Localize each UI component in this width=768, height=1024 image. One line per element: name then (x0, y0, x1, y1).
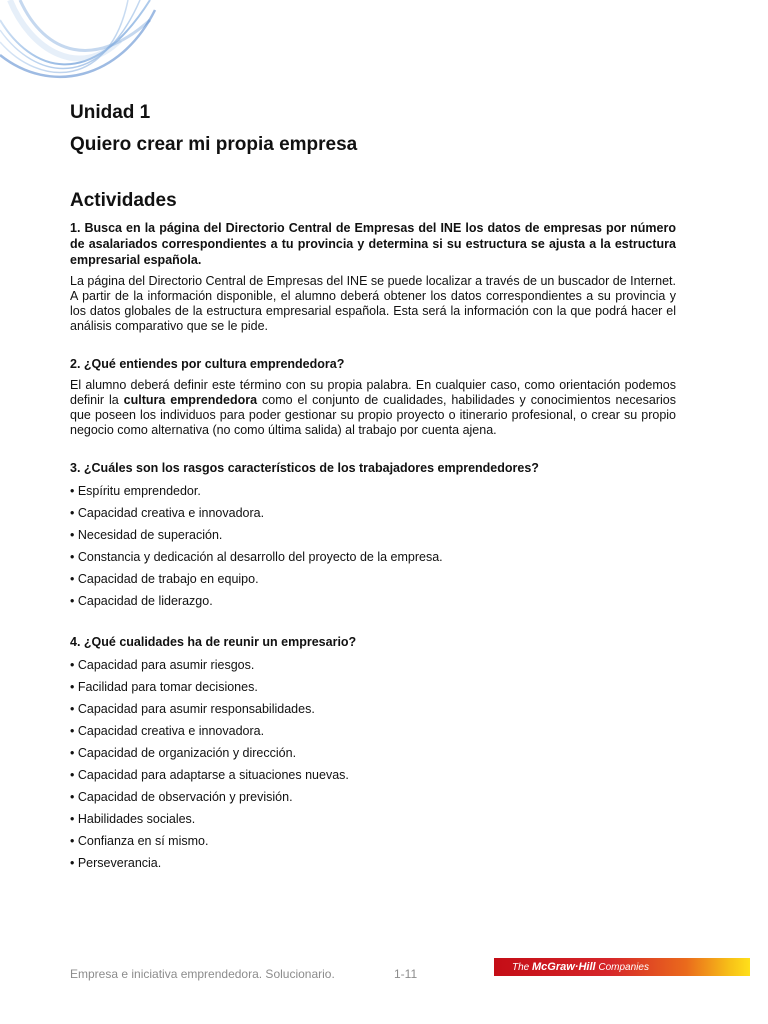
list-item: • Habilidades sociales. (70, 812, 196, 826)
list-item: • Capacidad para asumir riesgos. (70, 658, 255, 672)
document-body (70, 100, 676, 874)
answer-2-part2: como el conjunto de cualidades, habilidades y conocimientos necesarios que poseen los individuos para poder gestionar su propio proyecto o itinerario profesional, o crear su propio negocio como alternativa (no como última salida) al trabajo por cuenta ajena. (70, 393, 676, 437)
list-item: • Espíritu emprendedor. (70, 484, 201, 498)
list-item: • Capacidad creativa e innovadora. (70, 724, 265, 738)
list-item: • Capacidad para adaptarse a situaciones nuevas. (70, 768, 349, 782)
list-item: • Capacidad para asumir responsabilidades. (70, 702, 315, 716)
swirl-decoration (0, 0, 160, 95)
section-title: Actividades (70, 190, 177, 211)
brand-name: McGraw·Hill (532, 961, 596, 973)
footer-text: Empresa e iniciativa emprendedora. Solucionario. (70, 967, 335, 981)
question-2: 2. ¿Qué entiendes por cultura emprendedora? (70, 357, 345, 371)
unit-subtitle: Quiero crear mi propia empresa (70, 134, 358, 155)
list-item: • Constancia y dedicación al desarrollo del proyecto de la empresa. (70, 550, 443, 564)
page-number: 1-11 (394, 967, 418, 981)
list-item: • Necesidad de superación. (70, 528, 223, 542)
list-item: • Capacidad de trabajo en equipo. (70, 572, 259, 586)
list-item: • Capacidad de liderazgo. (70, 594, 213, 608)
question-1: 1. Busca en la página del Directorio Central de Empresas del INE los datos de empresas por número de asalariados correspondientes a tu provincia y determina si su estructura se ajusta a la estructura empresarial española. (70, 221, 676, 267)
unit-title: Unidad 1 (70, 102, 151, 123)
publisher-logo (494, 958, 750, 976)
answer-1: La página del Directorio Central de Empresas del INE se puede localizar a través de un buscador de Internet. A partir de la información disponible, el alumno deberá obtener los datos correspondientes a su provincia y los datos globales de la estructura empresarial española. Esta será la información con la que podrá hacer el análisis comparativo que se le pide. (70, 274, 676, 333)
list-qualities (70, 654, 676, 874)
brand-prefix: The (512, 962, 530, 973)
list-item: • Capacidad de observación y previsión. (70, 790, 293, 804)
list-item: • Capacidad creativa e innovadora. (70, 506, 265, 520)
list-item: • Facilidad para tomar decisiones. (70, 680, 258, 694)
answer-2-term: cultura emprendedora (123, 393, 258, 407)
question-3: 3. ¿Cuáles son los rasgos característicos de los trabajadores emprendedores? (70, 461, 539, 475)
list-item: • Perseverancia. (70, 856, 162, 870)
question-4: 4. ¿Qué cualidades ha de reunir un empresario? (70, 635, 357, 649)
answer-2-part1: El alumno deberá definir este término con su propia palabra. En cualquier caso, como orientación podemos definir la (70, 378, 676, 407)
list-item: • Capacidad de organización y dirección. (70, 746, 297, 760)
brand-suffix: Companies (598, 962, 649, 973)
list-traits (70, 480, 676, 612)
list-item: • Confianza en sí mismo. (70, 834, 209, 848)
answer-2 (70, 378, 676, 438)
